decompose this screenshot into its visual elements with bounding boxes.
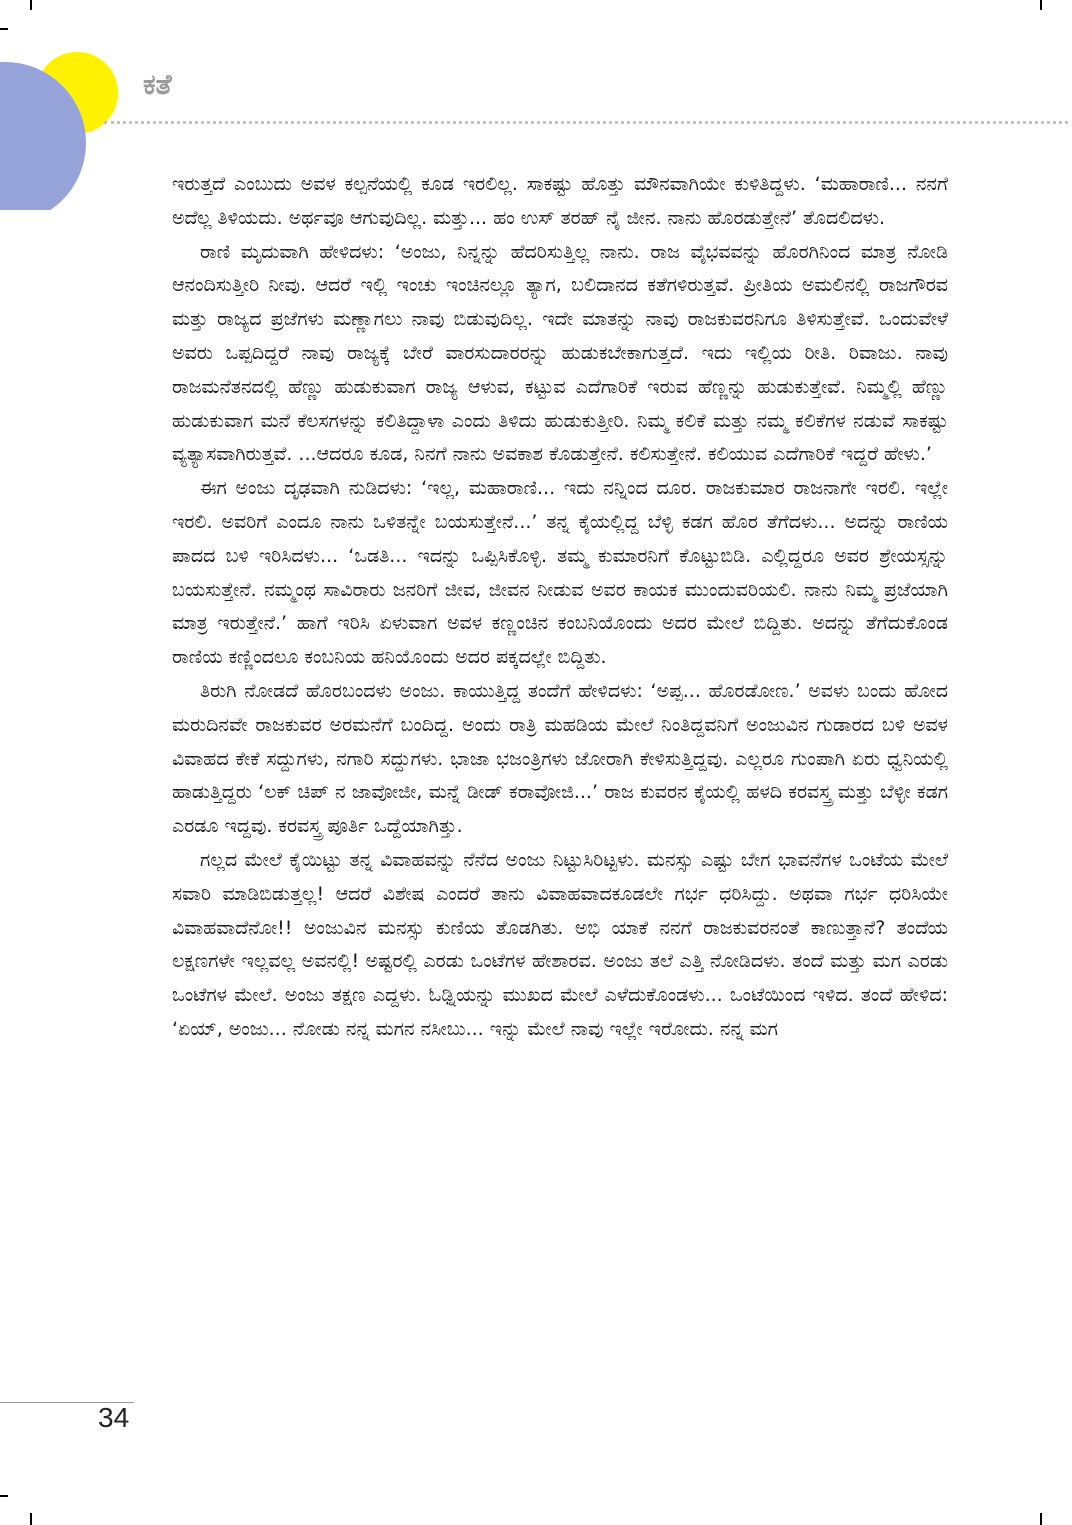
paragraph: ಇರುತ್ತದೆ ಎಂಬುದು ಅವಳ ಕಲ್ಪನೆಯಲ್ಲಿ ಕೂಡ ಇರಲಿಲ್ಲ. ಸಾಕಷ್ಟು ಹೊತ್ತು ಮೌನವಾಗಿಯೇ ಕುಳಿತಿದ್ದಳು. ‘ಮಹಾರಾಣಿ... ನನಗೆ ಅದೆಲ್ಲ ತಿಳಿಯದು. ಅರ್ಥವೂ ಆಗುವುದಿಲ್ಲ. ಮತ್ತು... ಹಂ ಉಸ್ ತರಹ್ ನೈ ಜೀನ. ನಾನು ಹೊರಡುತ್ತೇನೆ’ ತೊದಲಿದಳು.: [172, 173, 948, 229]
section-title: ಕತೆ: [143, 68, 172, 101]
header-dotted-divider: [104, 121, 1068, 124]
paragraph: ಗಲ್ಲದ ಮೇಲೆ ಕೈಯಿಟ್ಟು ತನ್ನ ವಿವಾಹವನ್ನು ನೆನೆದ ಅಂಜು ನಿಟ್ಟುಸಿರಿಟ್ಟಳು. ಮನಸ್ಸು ಎಷ್ಟು ಬೇಗ ಭಾವನೆಗಳ ಒಂಟೆಯ ಮೇಲೆ ಸವಾರಿ ಮಾಡಿಬಿಡುತ್ತಲ್ಲ! ಆದರೆ ವಿಶೇಷ ಎಂದರೆ ತಾನು ವಿವಾಹವಾದಕೂಡಲೇ ಗರ್ಭ ಧರಿಸಿದ್ದು. ಅಥವಾ ಗರ್ಭ ಧರಿಸಿಯೇ ವಿವಾಹವಾದೆನೋ!! ಅಂಜುವಿನ ಮನಸ್ಸು ಕುಣಿಯ ತೊಡಗಿತು. ಅಭಿ ಯಾಕೆ ನನಗೆ ರಾಜಕುವರನಂತೆ ಕಾಣುತ್ತಾನೆ? ತಂದೆಯ ಲಕ್ಷಣಗಳೇ ಇಲ್ಲವಲ್ಲ ಅವನಲ್ಲಿ! ಅಷ್ಟರಲ್ಲಿ ಎರಡು ಒಂಟೆಗಳ ಹೇಶಾರವ. ಅಂಜು ತಲೆ ಎತ್ತಿ ನೋಡಿದಳು. ತಂದೆ ಮತ್ತು ಮಗ ಎರಡು ಒಂಟೆಗಳ ಮೇಲೆ. ಅಂಜು ತಕ್ಷಣ ಎದ್ದಳು. ಓಢ್ನಿಯನ್ನು ಮುಖದ ಮೇಲೆ ಎಳೆದುಕೊಂಡಳು... ಒಂಟೆಯಿಂದ ಇಳಿದ. ತಂದೆ ಹೇಳಿದ: ‘ಏಯ್, ಅಂಜು... ನೋಡು ನನ್ನ ಮಗನ ನಸೀಬು... ಇನ್ನು ಮೇಲೆ ನಾವು ಇಲ್ಲೇ ಇರೋದು. ನನ್ನ ಮಗ: [172, 848, 948, 1040]
paragraph: ರಾಣಿ ಮೃದುವಾಗಿ ಹೇಳಿದಳು: ‘ಅಂಜು, ನಿನ್ನನ್ನು ಹೆದರಿಸುತ್ತಿಲ್ಲ ನಾನು. ರಾಜ ವೈಭವವನ್ನು ಹೊರಗಿನಿಂದ ಮಾತ್ರ ನೋಡಿ ಆನಂದಿಸುತ್ತೀರಿ ನೀವು. ಆದರೆ ಇಲ್ಲಿ ಇಂಚು ಇಂಚಿನಲ್ಲೂ ತ್ಯಾಗ, ಬಲಿದಾನದ ಕತೆಗಳಿರುತ್ತವೆ. ಪ್ರೀತಿಯ ಅಮಲಿನಲ್ಲಿ ರಾಜಗೌರವ ಮತ್ತು ರಾಜ್ಯದ ಪ್ರಜೆಗಳು ಮಣ್ಣಾಗಲು ನಾವು ಬಿಡುವುದಿಲ್ಲ. ಇದೇ ಮಾತನ್ನು ನಾವು ರಾಜಕುವರನಿಗೂ ತಿಳಿಸುತ್ತೇವೆ. ಒಂದುವೇಳೆ ಅವರು ಒಪ್ಪದಿದ್ದರೆ ನಾವು ರಾಜ್ಯಕ್ಕೆ ಬೇರೆ ವಾರಸುದಾರರನ್ನು ಹುಡುಕಬೇಕಾಗುತ್ತದೆ. ಇದು ಇಲ್ಲಿಯ ರೀತಿ. ರಿವಾಜು. ನಾವು ರಾಜಮನೆತನದಲ್ಲಿ ಹೆಣ್ಣು ಹುಡುಕುವಾಗ ರಾಜ್ಯ ಆಳುವ, ಕಟ್ಟುವ ಎದೆಗಾರಿಕೆ ಇರುವ ಹೆಣ್ಣನ್ನು ಹುಡುಕುತ್ತೇವೆ. ನಿಮ್ಮಲ್ಲಿ ಹೆಣ್ಣು ಹುಡುಕುವಾಗ ಮನೆ ಕೆಲಸಗಳನ್ನು ಕಲಿತಿದ್ದಾಳಾ ಎಂದು ತಿಳಿದು ಹುಡುಕುತ್ತೀರಿ. ನಿಮ್ಮ ಕಲಿಕೆ ಮತ್ತು ನಮ್ಮ ಕಲಿಕೆಗಳ ನಡುವೆ ಸಾಕಷ್ಟು ವ್ಯತ್ಯಾಸವಾಗಿರುತ್ತವೆ. ...ಆದರೂ ಕೂಡ, ನಿನಗೆ ನಾನು ಅವಕಾಶ ಕೊಡುತ್ತೇನೆ. ಕಲಿಸುತ್ತೇನೆ. ಕಲಿಯುವ ಎದೆಗಾರಿಕೆ ಇದ್ದರೆ ಹೇಳು.’: [172, 240, 948, 466]
paragraph: ಈಗ ಅಂಜು ದೃಢವಾಗಿ ನುಡಿದಳು: ‘ಇಲ್ಲ, ಮಹಾರಾಣಿ... ಇದು ನನ್ನಿಂದ ದೂರ. ರಾಜಕುಮಾರ ರಾಜನಾಗೇ ಇರಲಿ. ಇಲ್ಲೇ ಇರಲಿ. ಅವರಿಗೆ ಎಂದೂ ನಾನು ಒಳಿತನ್ನೇ ಬಯಸುತ್ತೇನೆ...’ ತನ್ನ ಕೈಯಲ್ಲಿದ್ದ ಬೆಳ್ಳಿ ಕಡಗ ಹೊರ ತೆಗೆದಳು... ಅದನ್ನು ರಾಣಿಯ ಪಾದದ ಬಳಿ ಇರಿಸಿದಳು... ‘ಒಡತಿ... ಇದನ್ನು ಒಪ್ಪಿಸಿಕೊಳ್ಳಿ. ತಮ್ಮ ಕುಮಾರನಿಗೆ ಕೊಟ್ಟುಬಿಡಿ. ಎಲ್ಲಿದ್ದರೂ ಅವರ ಶ್ರೇಯಸ್ಸನ್ನು ಬಯಸುತ್ತೇನೆ. ನಮ್ಮಂಥ ಸಾವಿರಾರು ಜನರಿಗೆ ಜೀವ, ಜೀವನ ನೀಡುವ ಅವರ ಕಾಯಕ ಮುಂದುವರಿಯಲಿ. ನಾನು ನಿಮ್ಮ ಪ್ರಜೆಯಾಗಿ ಮಾತ್ರ ಇರುತ್ತೇನೆ.’ ಹಾಗೆ ಇರಿಸಿ ಏಳುವಾಗ ಅವಳ ಕಣ್ಣಂಚಿನ ಕಂಬನಿಯೊಂದು ಅದರ ಮೇಲೆ ಬಿದ್ದಿತು. ಅದನ್ನು ತೆಗೆದುಕೊಂಡ ರಾಣಿಯ ಕಣ್ಣಿಂದಲೂ ಕಂಬನಿಯ ಹನಿಯೊಂದು ಅದರ ಪಕ್ಕದಲ್ಲೇ ಬಿದ್ದಿತು.: [172, 477, 948, 669]
paragraph: ತಿರುಗಿ ನೋಡದೆ ಹೊರಬಂದಳು ಅಂಜು. ಕಾಯುತ್ತಿದ್ದ ತಂದೆಗೆ ಹೇಳಿದಳು: ‘ಅಪ್ಪ... ಹೊರಡೋಣ.’ ಅವಳು ಬಂದು ಹೋದ ಮರುದಿನವೇ ರಾಜಕುವರ ಅರಮನೆಗೆ ಬಂದಿದ್ದ. ಅಂದು ರಾತ್ರಿ ಮಹಡಿಯ ಮೇಲೆ ನಿಂತಿದ್ದವನಿಗೆ ಅಂಜುವಿನ ಗುಡಾರದ ಬಳಿ ಅವಳ ವಿವಾಹದ ಕೇಕೆ ಸದ್ದುಗಳು, ನಗಾರಿ ಸದ್ದುಗಳು. ಭಾಜಾ ಭಜಂತ್ರಿಗಳು ಜೋರಾಗಿ ಕೇಳಿಸುತ್ತಿದ್ದವು. ಎಲ್ಲರೂ ಗುಂಪಾಗಿ ಏರು ಧ್ವನಿಯಲ್ಲಿ ಹಾಡುತ್ತಿದ್ದರು ‘ಲಕ್ ಚಿಪ್ ನ ಜಾವೋಜೀ, ಮನ್ನೆ ಡೀಡ್ ಕರಾವೋಜಿ...’ ರಾಜ ಕುವರನ ಕೈಯಲ್ಲಿ ಹಳದಿ ಕರವಸ್ತ್ರ ಮತ್ತು ಬೆಳ್ಳೀ ಕಡಗ ಎರಡೂ ಇದ್ದವು. ಕರವಸ್ತ್ರ ಪೂರ್ತಿ ಒದ್ದೆಯಾಗಿತ್ತು.: [172, 679, 948, 838]
crop-mark-bottom-right: [1040, 1513, 1042, 1525]
story-body: [172, 168, 948, 1047]
crop-mark-top-right: [1040, 0, 1042, 10]
page-number: 34: [98, 1402, 130, 1433]
header-decoration: [0, 0, 140, 210]
crop-mark-left-lower: [0, 1495, 8, 1497]
crop-mark-bottom-left: [30, 1513, 32, 1525]
